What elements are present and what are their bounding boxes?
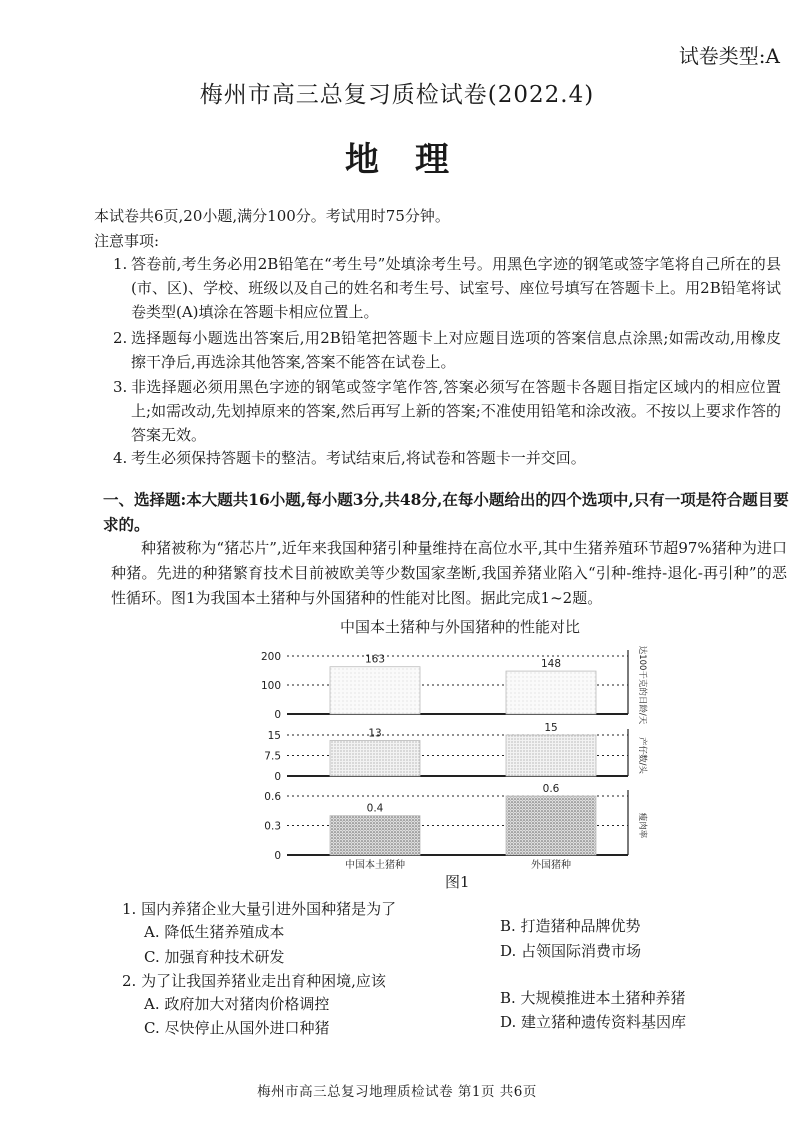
q1-option-a[interactable]: A. 降低生猪养殖成本: [144, 923, 285, 941]
note-number: 3.: [113, 378, 128, 396]
question-number: 1.: [122, 900, 137, 918]
y-tick-label: 0.3: [264, 820, 281, 833]
question-stem: 国内养猪企业大量引进外国种猪是为了: [141, 900, 397, 918]
y-tick-label: 100: [260, 680, 281, 692]
note-item: [113, 375, 781, 447]
bar-value-label: 163: [364, 653, 386, 666]
question-2: [122, 970, 386, 991]
bar-value-label: 13: [368, 727, 382, 740]
note-text: 答卷前,考生务必用2B铅笔在“考生号”处填涂考生号。用黑色字迹的钢笔或签字笔将自己所在的县(市、区)、学校、班级以及自己的姓名和考生号、试室号、座位号填写在答题卡上。用2B铅笔将试卷类型(A)填涂在答题卡相应位置上。: [131, 255, 781, 321]
exam-title: 梅州市高三总复习质检试卷(2022.4): [199, 82, 595, 108]
panel-axis-label: 瘦肉率: [637, 812, 647, 839]
y-tick-label: 0: [274, 709, 281, 721]
note-text: 考生必须保持答题卡的整洁。考试结束后,将试卷和答题卡一并交回。: [131, 449, 586, 467]
y-tick-label: 0: [274, 850, 281, 862]
bar: [506, 735, 596, 776]
q2-option-a[interactable]: A. 政府加大对猪肉价格调控: [144, 995, 330, 1013]
bar-value-label: 15: [544, 722, 558, 734]
performance-chart: [250, 636, 650, 870]
q1-option-d[interactable]: D. 占领国际消费市场: [500, 942, 642, 960]
paper-type-label: 试卷类型:A: [678, 44, 780, 68]
question-stem: 为了让我国养猪业走出育种困境,应该: [141, 972, 386, 990]
figure-caption: 图1: [445, 873, 470, 891]
y-tick-label: 15: [267, 730, 281, 742]
note-number: 2.: [113, 329, 128, 347]
y-tick-label: 0.6: [264, 791, 281, 803]
y-tick-label: 200: [260, 651, 281, 663]
subject-title: 地理: [345, 140, 485, 180]
panel-axis-label: 达100千克的日龄/天: [637, 645, 647, 725]
question-stem-passage: 种猪被称为“猪芯片”,近年来我国种猪引种量维持在高位水平,其中生猪养殖环节超97%猪种为进口种猪。先进的种猪繁育技术目前被欧美等少数国家垄断,我国养猪业陷入“引种-维持-退化-再引种”的恶性循环。图1为我国本土猪种与外国猪种的性能对比图。据此完成1~2题。: [111, 539, 787, 607]
q1-option-b[interactable]: B. 打造猪种品牌优势: [500, 917, 641, 935]
y-tick-label: 0: [274, 771, 281, 783]
note-text: 选择题每小题选出答案后,用2B铅笔把答题卡上对应题目选项的答案信息点涂黑;如需改动,用橡皮擦干净后,再选涂其他答案,答案不能答在试卷上。: [131, 329, 781, 371]
bar: [330, 816, 420, 855]
bar-value-label: 0.4: [366, 802, 384, 815]
chart-title: 中国本土猪种与外国猪种的性能对比: [339, 618, 580, 636]
page-footer: 梅州市高三总复习地理质检试卷 第1页 共6页: [257, 1084, 537, 1100]
question-number: 2.: [122, 972, 137, 990]
notes-heading: 注意事项:: [94, 232, 160, 250]
q2-option-d[interactable]: D. 建立猪种遗传资料基因库: [500, 1013, 687, 1031]
y-tick-label: 7.5: [264, 750, 281, 763]
note-item: [113, 326, 781, 374]
bar: [330, 667, 420, 714]
note-item: [113, 252, 781, 324]
bar: [506, 671, 596, 714]
q2-option-c[interactable]: C. 尽快停止从国外进口种猪: [144, 1019, 330, 1037]
exam-intro: 本试卷共6页,20小题,满分100分。考试用时75分钟。: [94, 207, 450, 225]
note-text: 非选择题必须用黑色字迹的钢笔或签字笔作答,答案必须写在答题卡各题目指定区域内的相应位置上;如需改动,先划掉原来的答案,然后再写上新的答案;不准使用铅笔和涂改液。不按以上要求作答的答案无效。: [131, 378, 781, 444]
q2-option-b[interactable]: B. 大规模推进本土猪种养猪: [500, 989, 686, 1007]
note-item: [113, 446, 781, 470]
bar-value-label: 148: [540, 658, 562, 671]
bar-value-label: 0.6: [542, 783, 560, 795]
note-number: 1.: [113, 255, 128, 273]
section-heading: 一、选择题:本大题共16小题,每小题3分,共48分,在每小题给出的四个选项中,只有一项是符合题目要求的。: [103, 490, 789, 534]
question-1: [122, 898, 396, 919]
note-number: 4.: [113, 449, 128, 467]
panel-axis-label: 产仔数/头: [637, 737, 647, 774]
category-label: 外国猪种: [531, 860, 571, 870]
bar: [330, 740, 420, 776]
category-label: 中国本土猪种: [345, 860, 405, 870]
q1-option-c[interactable]: C. 加强育种技术研发: [144, 948, 285, 966]
bar: [506, 796, 596, 855]
